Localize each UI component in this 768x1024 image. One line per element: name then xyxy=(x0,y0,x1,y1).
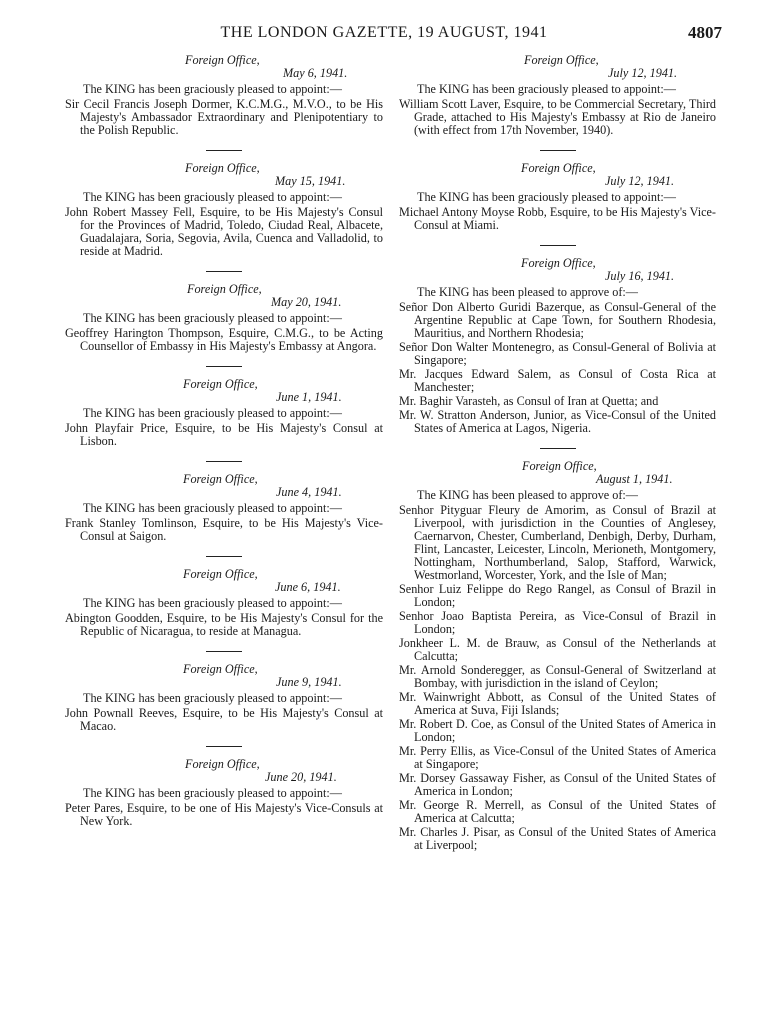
appointment-entry: Peter Pares, Esquire, to be one of His Majesty's Vice-Consuls at New York. xyxy=(65,801,383,828)
appointment-entry: Mr. W. Stratton Anderson, Junior, as Vice-Consul of the United States of America at Lagos, Nigeria. xyxy=(399,408,716,435)
notice-date: June 20, 1941. xyxy=(265,770,337,784)
notice-intro: The KING has been graciously pleased to appoint:— xyxy=(83,596,342,610)
office-heading: Foreign Office, xyxy=(185,53,260,67)
appointment-entry: Geoffrey Harington Thompson, Esquire, C.M.G., to be Acting Counsellor of Embassy in His Majesty's Embassy at Angora. xyxy=(65,326,383,353)
notice-intro: The KING has been graciously pleased to appoint:— xyxy=(417,82,676,96)
notice-section xyxy=(65,54,383,137)
notice-intro: The KING has been graciously pleased to appoint:— xyxy=(83,501,342,515)
notice-intro: The KING has been graciously pleased to appoint:— xyxy=(83,406,342,420)
appointment-entry: Mr. Arnold Sonderegger, as Consul-General of Switzerland at Bombay, with jurisdiction in the island of Ceylon; xyxy=(399,663,716,690)
notice-date: July 12, 1941. xyxy=(605,174,675,188)
office-heading: Foreign Office, xyxy=(183,472,258,486)
notice-section xyxy=(65,378,383,448)
office-heading: Foreign Office, xyxy=(185,161,260,175)
appointment-entry: Señor Don Walter Montenegro, as Consul-General of Bolivia at Singapore; xyxy=(399,340,716,367)
notice-section xyxy=(399,54,716,137)
notice-intro: The KING has been graciously pleased to appoint:— xyxy=(83,786,342,800)
appointment-entry: Frank Stanley Tomlinson, Esquire, to be His Majesty's Vice-Consul at Saigon. xyxy=(65,516,383,543)
appointment-entry: Jonkheer L. M. de Brauw, as Consul of the Netherlands at Calcutta; xyxy=(399,636,716,663)
notice-date: July 16, 1941. xyxy=(605,269,675,283)
office-heading: Foreign Office, xyxy=(522,459,597,473)
appointment-entry: Mr. George R. Merrell, as Consul of the United States of America at Calcutta; xyxy=(399,798,716,825)
notice-section xyxy=(65,663,383,733)
notice-section xyxy=(65,162,383,258)
notice-intro: The KING has been pleased to approve of:— xyxy=(417,285,638,299)
notice-intro: The KING has been graciously pleased to appoint:— xyxy=(83,82,342,96)
notice-date: May 6, 1941. xyxy=(283,66,348,80)
appointment-entry: Abington Goodden, Esquire, to be His Majesty's Consul for the Republic of Nicaragua, to reside at Managua. xyxy=(65,611,383,638)
office-heading: Foreign Office, xyxy=(183,662,258,676)
notice-date: June 6, 1941. xyxy=(275,580,341,594)
notice-section xyxy=(399,460,716,852)
notice-section xyxy=(65,568,383,638)
notice-section xyxy=(65,283,383,353)
page-header xyxy=(0,24,768,44)
notice-section xyxy=(399,162,716,232)
office-heading: Foreign Office, xyxy=(524,53,599,67)
notice-date: June 1, 1941. xyxy=(276,390,342,404)
page-number: 4807 xyxy=(688,23,722,42)
notice-date: May 15, 1941. xyxy=(275,174,346,188)
appointment-entry: Michael Antony Moyse Robb, Esquire, to be His Majesty's Vice-Consul at Miami. xyxy=(399,205,716,232)
notice-date: July 12, 1941. xyxy=(608,66,678,80)
appointment-entry: Senhor Pityguar Fleury de Amorim, as Consul of Brazil at Liverpool, with jurisdiction in the Counties of Anglesey, Caernarvon, Chester, Cumberland, Denbigh, Derby, Durham, Flint, Lancaster, Leicester, Lincoln, Merioneth, Montgomery, Nottingham, Northumberland, Salop, Stafford, Warwick, Westmorland, Worcester, York, and the Isle of Man; xyxy=(399,503,716,582)
notice-section xyxy=(65,473,383,543)
notice-intro: The KING has been pleased to approve of:— xyxy=(417,488,638,502)
notice-intro: The KING has been graciously pleased to appoint:— xyxy=(417,190,676,204)
section-divider xyxy=(540,245,576,246)
notice-date: May 20, 1941. xyxy=(271,295,342,309)
section-divider xyxy=(540,448,576,449)
section-divider xyxy=(206,271,242,272)
appointment-entry: Mr. Wainwright Abbott, as Consul of the United States of America at Suva, Fiji Islands; xyxy=(399,690,716,717)
appointment-entry: Senhor Luiz Felippe do Rego Rangel, as Consul of Brazil in London; xyxy=(399,582,716,609)
appointment-entry: John Robert Massey Fell, Esquire, to be His Majesty's Consul for the Provinces of Madrid, Toledo, Ciudad Real, Albacete, Guadalajara, Soria, Segovia, Avila, Cuenca and Valladolid, to reside at Madrid. xyxy=(65,205,383,258)
appointment-entry: Senhor Joao Baptista Pereira, as Vice-Consul of Brazil in London; xyxy=(399,609,716,636)
office-heading: Foreign Office, xyxy=(183,567,258,581)
appointment-entry: Mr. Baghir Varasteh, as Consul of Iran at Quetta; and xyxy=(399,394,659,408)
notice-intro: The KING has been graciously pleased to appoint:— xyxy=(83,190,342,204)
appointment-entry: Mr. Charles J. Pisar, as Consul of the United States of America at Liverpool; xyxy=(399,825,716,852)
office-heading: Foreign Office, xyxy=(521,161,596,175)
section-divider xyxy=(206,651,242,652)
notice-intro: The KING has been graciously pleased to appoint:— xyxy=(83,311,342,325)
appointment-entry: Mr. Perry Ellis, as Vice-Consul of the United States of America at Singapore; xyxy=(399,744,716,771)
left-column xyxy=(65,54,383,829)
notice-date: June 9, 1941. xyxy=(276,675,342,689)
page-title: THE LONDON GAZETTE, 19 AUGUST, 1941 xyxy=(220,24,548,41)
notice-section xyxy=(65,758,383,828)
appointment-entry: Mr. Dorsey Gassaway Fisher, as Consul of the United States of America in London; xyxy=(399,771,716,798)
section-divider xyxy=(206,366,242,367)
appointment-entry: Mr. Robert D. Coe, as Consul of the United States of America in London; xyxy=(399,717,716,744)
section-divider xyxy=(540,150,576,151)
office-heading: Foreign Office, xyxy=(183,377,258,391)
notice-date: August 1, 1941. xyxy=(596,472,673,486)
notice-date: June 4, 1941. xyxy=(276,485,342,499)
office-heading: Foreign Office, xyxy=(187,282,262,296)
appointment-entry: Mr. Jacques Edward Salem, as Consul of Costa Rica at Manchester; xyxy=(399,367,716,394)
appointment-entry: John Pownall Reeves, Esquire, to be His Majesty's Consul at Macao. xyxy=(65,706,383,733)
right-column xyxy=(399,54,716,853)
appointment-entry: Señor Don Alberto Guridi Bazerque, as Consul-General of the Argentine Republic at Cape Town, for Southern Rhodesia, Mauritius, and Northern Rhodesia; xyxy=(399,300,716,340)
office-heading: Foreign Office, xyxy=(521,256,596,270)
office-heading: Foreign Office, xyxy=(185,757,260,771)
notice-section xyxy=(399,257,716,435)
section-divider xyxy=(206,461,242,462)
section-divider xyxy=(206,746,242,747)
section-divider xyxy=(206,556,242,557)
appointment-entry: William Scott Laver, Esquire, to be Commercial Secretary, Third Grade, attached to His Majesty's Embassy at Rio de Janeiro (with effect from 17th November, 1940). xyxy=(399,97,716,137)
notice-intro: The KING has been graciously pleased to appoint:— xyxy=(83,691,342,705)
appointment-entry: John Playfair Price, Esquire, to be His Majesty's Consul at Lisbon. xyxy=(65,421,383,448)
appointment-entry: Sir Cecil Francis Joseph Dormer, K.C.M.G., M.V.O., to be His Majesty's Ambassador Extraordinary and Plenipotentiary to the Polish Republic. xyxy=(65,97,383,137)
section-divider xyxy=(206,150,242,151)
